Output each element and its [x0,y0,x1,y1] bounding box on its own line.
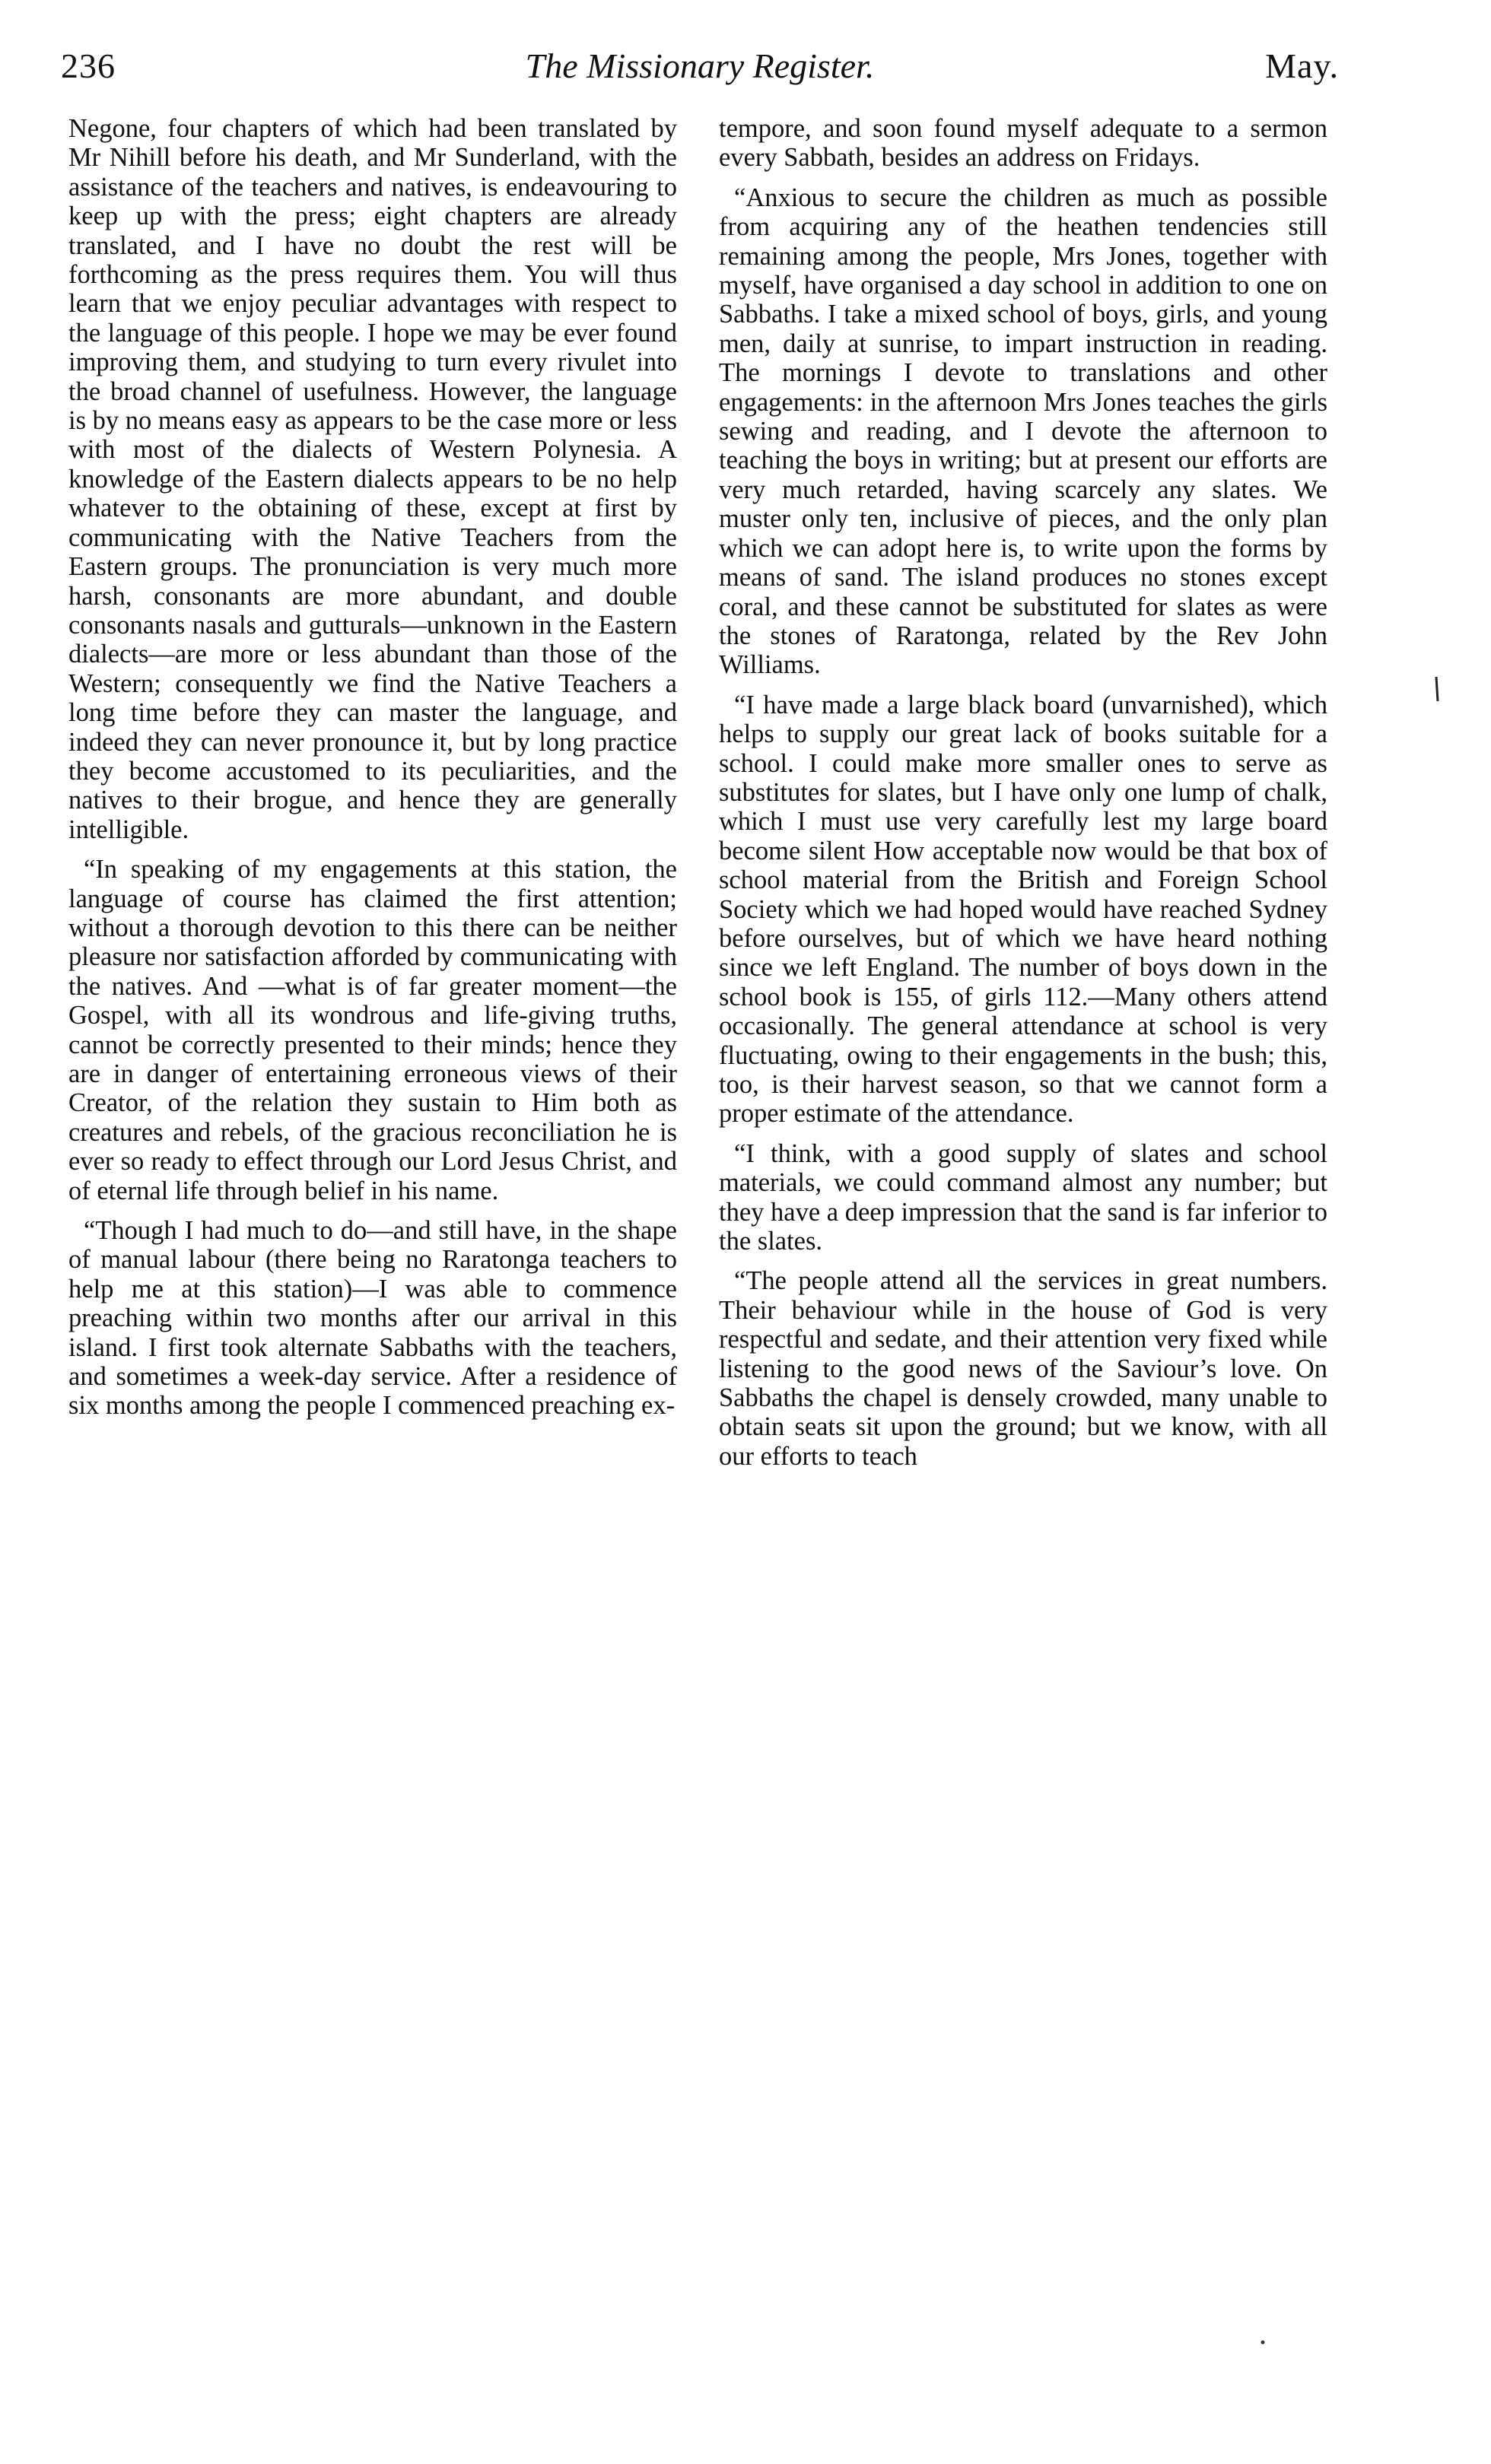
right-paragraph-5: “The people attend all the services in great numbers. Their behaviour while in the house of God is very respectful and sedate, and their attention very fixed while listening to the good news of the Saviour’s love. On Sabbaths the chapel is densely crowded, many unable to obtain seats sit upon the ground; but we know, with all our efforts to teach [719,1266,1327,1471]
left-paragraph-3: “Though I had much to do—and still have, in the shape of manual labour (there being no Raratonga teachers to help me at this station)—I was able to commence preaching within two months after our arrival in this island. I first took alternate Sabbaths with the teachers, and sometimes a week-day service. After a residence of six months among the people I commenced preaching ex- [68,1216,677,1421]
left-paragraph-1: Negone, four chapters of which had been translated by Mr Nihill before his death, and Mr Sunderland, with the assistance of the teachers and natives, is endeavouring to keep up with the press; eight chapters are already translated, and I have no doubt the rest will be forthcoming as the press requires them. You will thus learn that we enjoy peculiar advantages with respect to the language of this people. I hope we may be ever found improving them, and studying to turn every rivulet into the broad channel of usefulness. However, the language is by no means easy as appears to be the case more or less with most of the dialects of Western Polynesia. A knowledge of the Eastern dialects appears to be no help whatever to the obtaining of these, except at first by communicating with the Native Teachers from the Eastern groups. The pronunciation is very much more harsh, consonants are more abundant, and double consonants nasals and gutturals—unknown in the Eastern dialects—are more or less abundant than those of the Western; consequently we find the Native Teachers a long time before they can master the language, and indeed they can never pronounce it, but by long practice they become accustomed to its peculiarities, and the natives to their brogue, and hence they are generally intelligible. [68,114,677,844]
scan-dot [1261,2341,1265,2345]
scan-mark [1436,677,1438,701]
running-title: The Missionary Register. [525,46,875,85]
right-paragraph-1: tempore, and soon found myself adequate to a sermon every Sabbath, besides an address on Fridays. [719,114,1327,173]
header-month: May. [1265,46,1339,85]
right-paragraph-2: “Anxious to secure the children as much as possible from acquiring any of the heathen tendencies still remaining among the people, Mrs Jones, together with myself, have organised a day school in addition to one on Sabbaths. I take a mixed school of boys, girls, and young men, daily at sunrise, to impart instruction in reading. The mornings I devote to translations and other engagements: in the afternoon Mrs Jones teaches the girls sewing and reading, and I devote the afternoon to teaching the boys in writing; but at present our efforts are very much retarded, having scarcely any slates. We muster only ten, inclusive of pieces, and the only plan which we can adopt here is, to write upon the forms by means of sand. The island produces no stones except coral, and these cannot be substituted for slates as were the stones of Raratonga, related by the Rev John Williams. [719,183,1327,680]
right-paragraph-3: “I have made a large black board (unvarnished), which helps to supply our great lack of books suitable for a school. I could make more smaller ones to serve as substitutes for slates, but I have only one lump of chalk, which I must use very carefully lest my large board become silent How acceptable now would be that box of school material from the British and Foreign School Society which we had hoped would have reached Sydney before ourselves, but of which we have heard nothing since we left England. The number of boys down in the school book is 155, of girls 112.—Many others attend occasionally. The general attendance at school is very fluctuating, owing to their engagements in the bush; this, too, is their harvest season, so that we cannot form a proper estimate of the attendance. [719,690,1327,1129]
left-paragraph-2: “In speaking of my engagements at this station, the language of course has claimed the first attention; without a thorough devotion to this there can be neither pleasure nor satisfaction afforded by communicating with the natives. And —what is of far greater moment—the Gospel, with all its wondrous and life-giving truths, cannot be correctly presented to their minds; hence they are in danger of entertaining erroneous views of their Creator, of the relation they sustain to Him both as creatures and rebels, of the gracious reconciliation he is ever so ready to effect through our Lord Jesus Christ, and of eternal life through belief in his name. [68,855,677,1205]
page-number: 236 [61,46,116,85]
right-paragraph-4: “I think, with a good supply of slates and school materials, we could command almost any number; but they have a deep impression that the sand is far inferior to the slates. [719,1138,1327,1256]
